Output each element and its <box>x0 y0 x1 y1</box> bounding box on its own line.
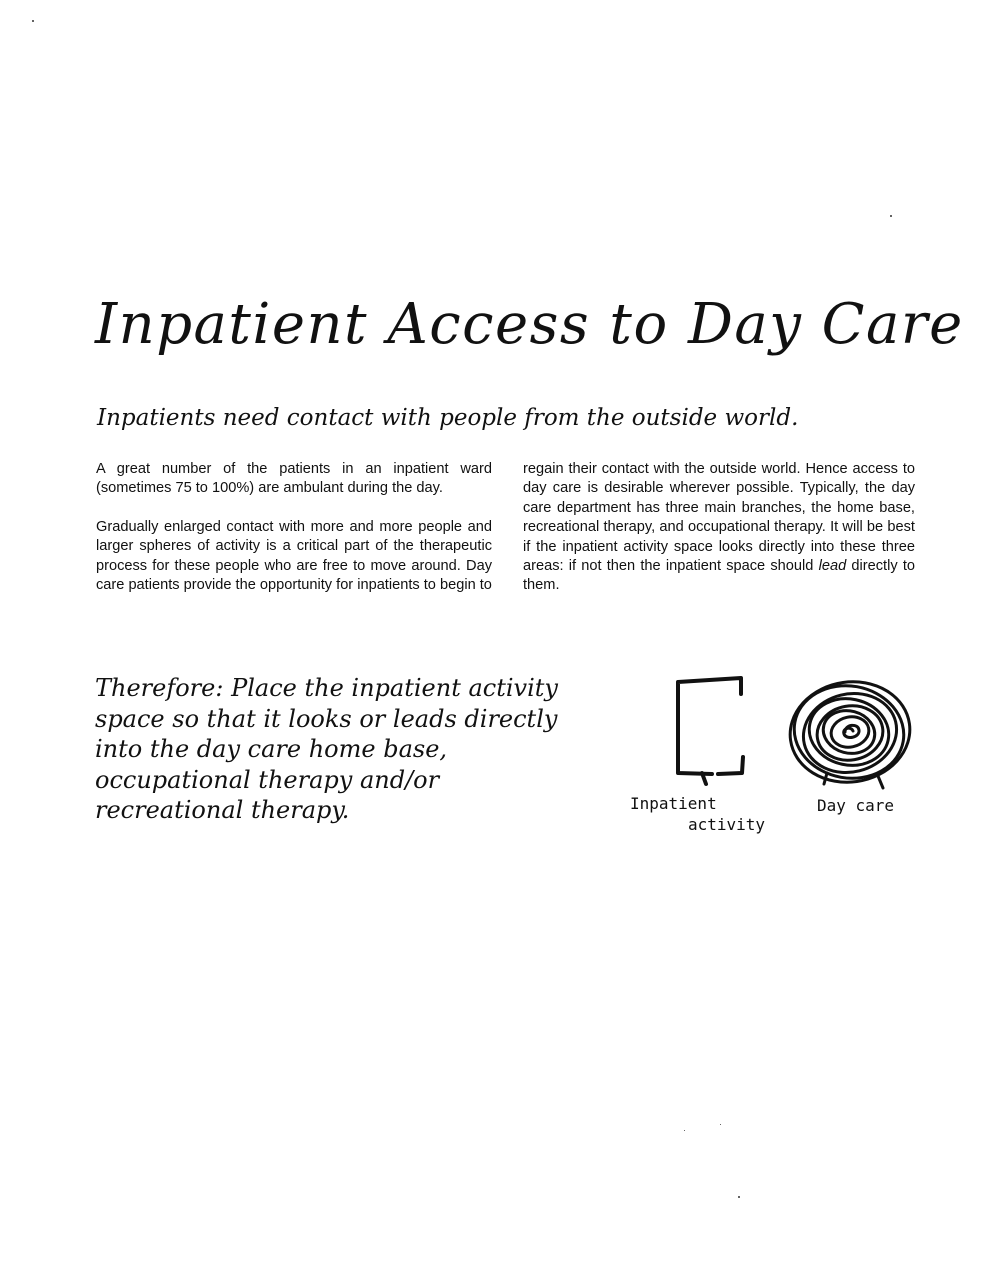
page-subtitle: Inpatients need contact with people from the outside world. <box>97 405 799 431</box>
scan-speck <box>720 1124 721 1125</box>
page-title: Inpatient Access to Day Care <box>95 292 964 357</box>
therefore-statement: Therefore: Place the inpatient activity space so that it looks or leads directly into the day care home base, occupational therapy and/or recreational therapy. <box>95 674 558 824</box>
day-care-label: Day care <box>817 796 895 815</box>
scan-speck <box>738 1196 740 1198</box>
body-paragraph-2: Gradually enlarged contact with more and more people and larger spheres of activity is a critical part of the therapeutic process for these people who are free to move around. Day care patients provide the opportunity for inpatients to begin to <box>96 518 492 594</box>
scan-speck <box>684 1130 685 1131</box>
body-paragraph-3 <box>523 460 915 596</box>
inpatient-activity-label-line1: Inpatient <box>630 794 717 813</box>
body-paragraph-3-text: regain their contact with the outside world. Hence access to day care is desirable wherever possible. Typically, the day care department has three main branches, the home base, recreational therapy, and occupational therapy. It will be best if the inpatient activity space looks directly into these three areas: if not then the inpatient space should <box>523 461 915 575</box>
diagram <box>620 660 940 860</box>
body-column-right <box>523 460 915 615</box>
scan-speck <box>890 215 892 217</box>
emphasis-lead: lead <box>818 558 847 575</box>
diagram-drawing <box>620 660 940 860</box>
inpatient-activity-shape <box>678 678 743 784</box>
day-care-spiral <box>784 674 917 790</box>
body-column-left <box>96 460 492 614</box>
body-paragraph-1: A great number of the patients in an inpatient ward (sometimes 75 to 100%) are ambulant during the day. <box>96 461 492 497</box>
inpatient-activity-label-line2: activity <box>688 815 766 834</box>
body-paragraph-3-end: directly to them. <box>523 558 915 594</box>
scan-speck <box>32 20 34 22</box>
